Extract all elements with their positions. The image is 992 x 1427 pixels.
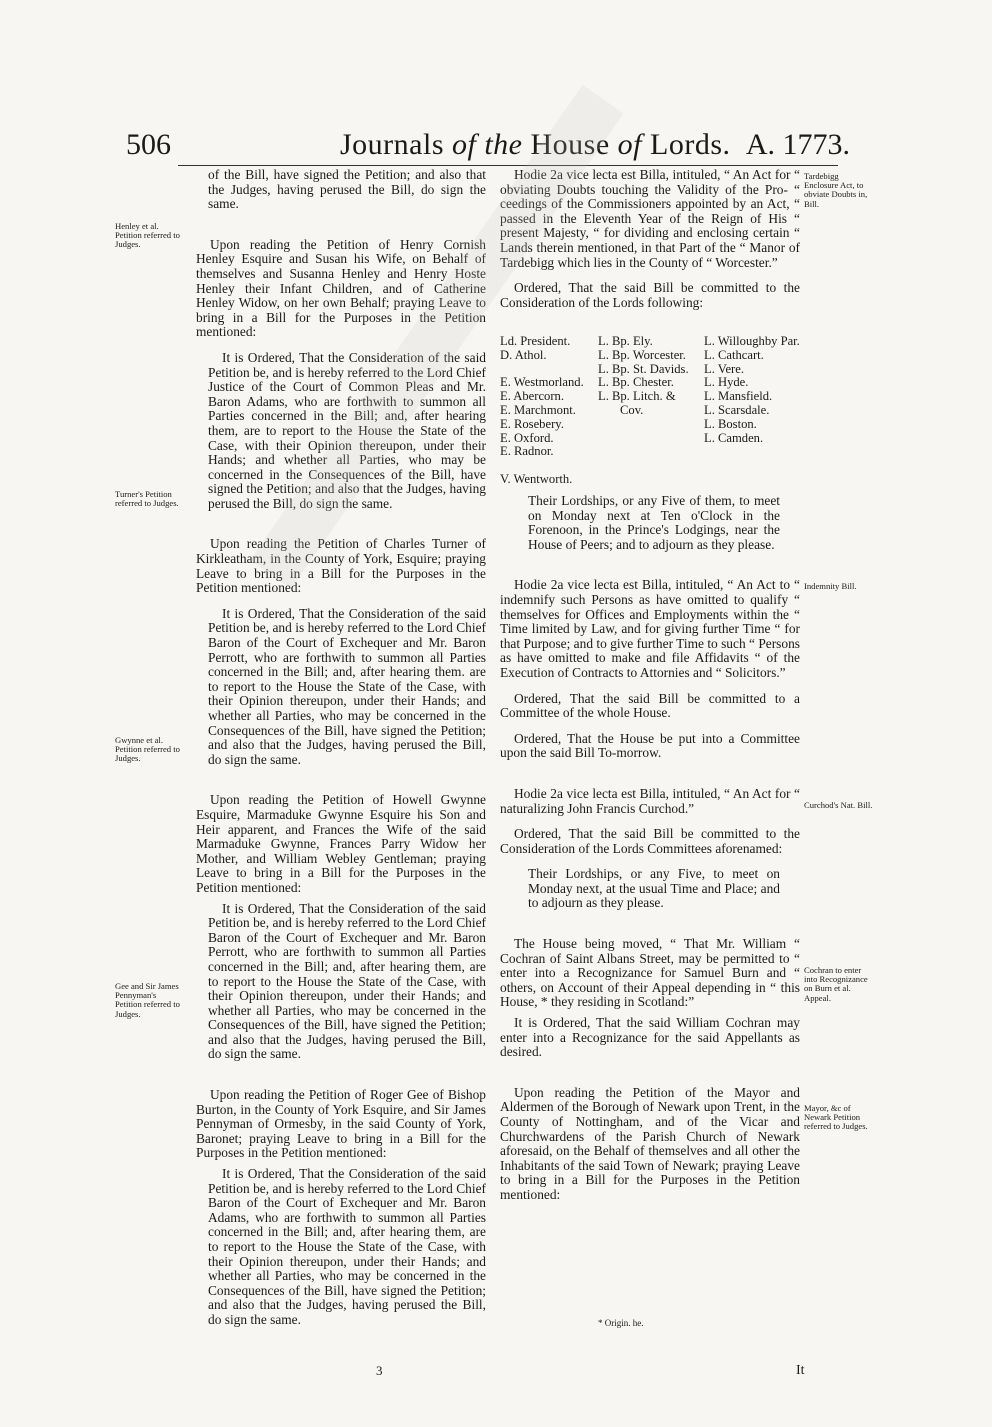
lord-entry: E. Westmorland. [500, 375, 584, 390]
lord-entry: D. Athol. [500, 347, 547, 362]
continued-paragraph: of the Bill, have signed the Petition; and also that the Judges, having perused the Bill, do sign the same. [208, 167, 486, 212]
page-number: 506 [126, 128, 171, 161]
curchod-meeting: Their Lordships, or any Five, to meet on Monday next, at the usual Time and Place; and to adjourn as they please. [528, 866, 780, 911]
right-column-lower [500, 494, 800, 1203]
title-lords: Lords. [650, 128, 731, 161]
lord-entry [500, 363, 584, 377]
cochran-motion: The House being moved, “ That Mr. William “ Cochran of Saint Albans Street, may be permitted to “ enter into a Recognizance for Samuel Burn and “ others, on Account of their Appeal depending in “ this House, * they residing in Scotland:” [500, 936, 800, 1010]
lord-entry: L. Bp. Worcester. [598, 347, 686, 362]
henley-order: It is Ordered, That the Consideration of the said Petition be, and is hereby referred to the Lord Chief Justice of the Court of Common Pleas and Mr. Baron Adams, who are forthwith to summon all Parties concerned in the Bill; and, after hearing them, are to report to the House the State of the Case, with their Opinion thereupon, under their Hands; and whether all Parties, who may be concerned in the Consequences of the Bill, have signed the Petition; and also that the Judges, having perused the Bill, do sign the same. [208, 349, 486, 511]
lords-list-col3 [704, 335, 800, 445]
lord-entry: E. Rosebery. [500, 416, 564, 431]
indemnity-order: Ordered, That the said Bill be committed to a Committee of the whole House. [500, 690, 800, 721]
margin-note-newark: Mayor, &c of Newark Petition referred to Judges. [804, 1103, 868, 1132]
title-house: House [530, 128, 610, 161]
lord-entry: L. Mansfield. [704, 389, 773, 404]
header-rule [178, 165, 838, 166]
gee-petition: Upon reading the Petition of Roger Gee of Bishop Burton, in the County of York Esquire, and Sir James Pennyman of Ormesby, in the said County of York, Baronet; praying Leave to bring in a Bill for the Purposes in the Petition mentioned: [196, 1087, 486, 1161]
lord-entry: L. Willoughby Par. [704, 334, 800, 348]
indemnity-bill: Hodie 2a vice lecta est Billa, intituled, “ An Act to “ indemnify such Persons as have omitted to qualify “ themselves for Offices and Employments within the “ Time limited by Law, and for giving further Time “ for that Purpose; and to give further Time to such “ Persons as have omitted to make and file Affidavits “ of the Execution of Contracts to Attornies and “ Solicitors.” [500, 577, 800, 680]
lords-list-col1 [500, 335, 584, 487]
curchod-bill: Hodie 2a vice lecta est Billa, intituled, “ An Act for “ naturalizing John Francis Curchod.” [500, 785, 800, 816]
lords-list-col2 [598, 335, 689, 418]
tardebigg-meeting: Their Lordships, or any Five of them, to meet on Monday next at Ten o'Clock in the Forenoon, in the Prince's Lodgings, near the House of Peers; and to adjourn as they please. [528, 493, 780, 552]
gwynne-petition: Upon reading the Petition of Howell Gwynne Esquire, Marmaduke Gwynne Esquire his Son and Heir apparent, and Frances the Wife of the said Marmaduke Gwynne, Frances Parry Widow her Mother, and William Webley Gentleman; praying Leave to bring in a Bill for the Purposes in the Petition mentioned: [196, 792, 486, 895]
lord-entry: L. Boston. [704, 416, 757, 431]
newark-petition: Upon reading the Petition of the Mayor and Aldermen of the Borough of Newark upon Trent, in the County of Nottingham, and of the Vicar and Churchwardens of the Parish Church of Newark aforesaid, on the Behalf of themselves and all other the Inhabitants of the said Town of Newark; praying Leave to bring in a Bill for the Purposes in the Petition mentioned: [500, 1084, 800, 1202]
lord-entry: L. Bp. Chester. [598, 375, 674, 390]
title-journals: Journals [340, 128, 444, 161]
lord-entry: Cov. [620, 402, 644, 417]
margin-note-curchod: Curchod's Nat. Bill. [804, 800, 873, 810]
lord-entry: L. Bp. Ely. [598, 334, 653, 348]
tardebigg-bill: Hodie 2a vice lecta est Billa, intituled, “ An Act for “ obviating Doubts touching the Validity of the Pro- “ ceedings of the Commissioners appointed by an Act, “ passed in the Eleventh Year of the Reign of His “ present Majesty, “ for dividing and enclosing certain “ Lands therein mentioned, in that Part of the “ Manor of Tardebigg which lies in the County of “ Worcester.” [500, 167, 800, 270]
lord-entry: V. Wentworth. [500, 471, 573, 486]
henley-petition: Upon reading the Petition of Henry Cornish Henley Esquire and Susan his Wife, on Behalf of themselves and Susanna Henley and Henry Hoste Henley their Infant Children, and of Catherine Henley Widow, on her own Behalf; praying Leave to bring in a Bill for the Purposes in the Petition mentioned: [196, 236, 486, 340]
margin-note-turner: Turner's Petition referred to Judges. [115, 489, 179, 509]
turner-petition: Upon reading the Petition of Charles Turner of Kirkleatham, in the County of York, Esquire; praying Leave to bring in a Bill for the Purposes in the Petition mentioned: [196, 536, 486, 596]
turner-order: It is Ordered, That the Consideration of the said Petition be, and is hereby referred to the Lord Chief Baron of the Court of Exchequer and Mr. Baron Perrott, who are forthwith to summon all Parties concerned in the Bill; and, after hearing them. are to report to the House the State of the Case, with their Opinion thereupon, under their Hands; and whether all Parties, who may be concerned in the Consequences of the Bill, have signed the Petition; and also that the Judges, having perused the Bill, do sign the same. [208, 605, 486, 767]
lord-entry: L. Bp. St. Davids. [598, 361, 689, 376]
curchod-order: Ordered, That the said Bill be committed to the Consideration of the Lords Committees aforenamed: [500, 826, 800, 856]
lord-entry: E. Marchmont. [500, 402, 576, 417]
lord-entry [500, 459, 584, 473]
gee-order: It is Ordered, That the Consideration of the said Petition be, and is hereby referred to the Lord Chief Baron of the Court of Exchequer and Mr. Baron Adams, who are forthwith to summon all Parties concerned in the Bill; and, after hearing them, are to report to the House the State of the Case, with their Opinion thereupon, under their Hands; and whether all Parties, who may be concerned in the Consequences of the Bill, have signed the Petition; and also that the Judges, having perused the Bill, do sign the same. [208, 1166, 486, 1327]
margin-note-cochran: Cochran to enter into Recognizance on Burn et al. Appeal. [804, 965, 868, 1003]
catchword: It [796, 1363, 805, 1378]
page-header [120, 128, 850, 168]
margin-note-gee: Gee and Sir James Pennyman's Petition referred to Judges. [115, 981, 180, 1019]
title-of-the: of the [452, 128, 523, 161]
lord-entry: L. Camden. [704, 430, 764, 445]
page-year: A. 1773. [745, 128, 850, 161]
footnote: * Origin. he. [598, 1318, 644, 1328]
margin-note-indemnity: Indemnity Bill. [804, 581, 857, 591]
cochran-order: It is Ordered, That the said William Cochran may enter into a Recognizance for the said Appellants as desired. [500, 1015, 800, 1060]
signature-mark: 3 [376, 1363, 383, 1378]
lord-entry: E. Oxford. [500, 430, 554, 445]
lord-entry: E. Abercorn. [500, 389, 564, 404]
margin-note-tardebigg: Tardebigg Enclosure Act, to obviate Doubts in, Bill. [804, 171, 868, 209]
lord-entry: L. Cathcart. [704, 347, 764, 362]
title-of: of [617, 128, 642, 161]
lord-entry: L. Hyde. [704, 375, 749, 390]
lord-entry: Ld. President. [500, 334, 571, 348]
lord-entry: L. Bp. Litch. & [598, 389, 676, 404]
indemnity-order-committee: Ordered, That the House be put into a Committee upon the said Bill To-morrow. [500, 730, 800, 761]
margin-note-gwynne: Gwynne et al. Petition referred to Judges. [115, 735, 180, 764]
gwynne-order: It is Ordered, That the Consideration of the said Petition be, and is hereby referred to the Lord Chief Baron of the Court of Exchequer and Mr. Baron Perrott, who are forthwith to summon all Parties concerned in the Bill; and, after hearing them, are to report to the House the State of the Case, with their Opinion thereupon, under their Hands; and whether all Parties, who may be concerned in the Consequences of the Bill, have signed the Petition; and also that the Judges, having perused the Bill, do sign the same. [208, 900, 486, 1062]
tardebigg-order: Ordered, That the said Bill be committed to the Consideration of the Lords following: [500, 280, 800, 310]
lord-entry: L. Vere. [704, 361, 744, 376]
lord-entry: E. Radnor. [500, 444, 554, 459]
lord-entry: L. Scarsdale. [704, 402, 770, 417]
margin-note-henley: Henley et al. Petition referred to Judges. [115, 221, 180, 250]
